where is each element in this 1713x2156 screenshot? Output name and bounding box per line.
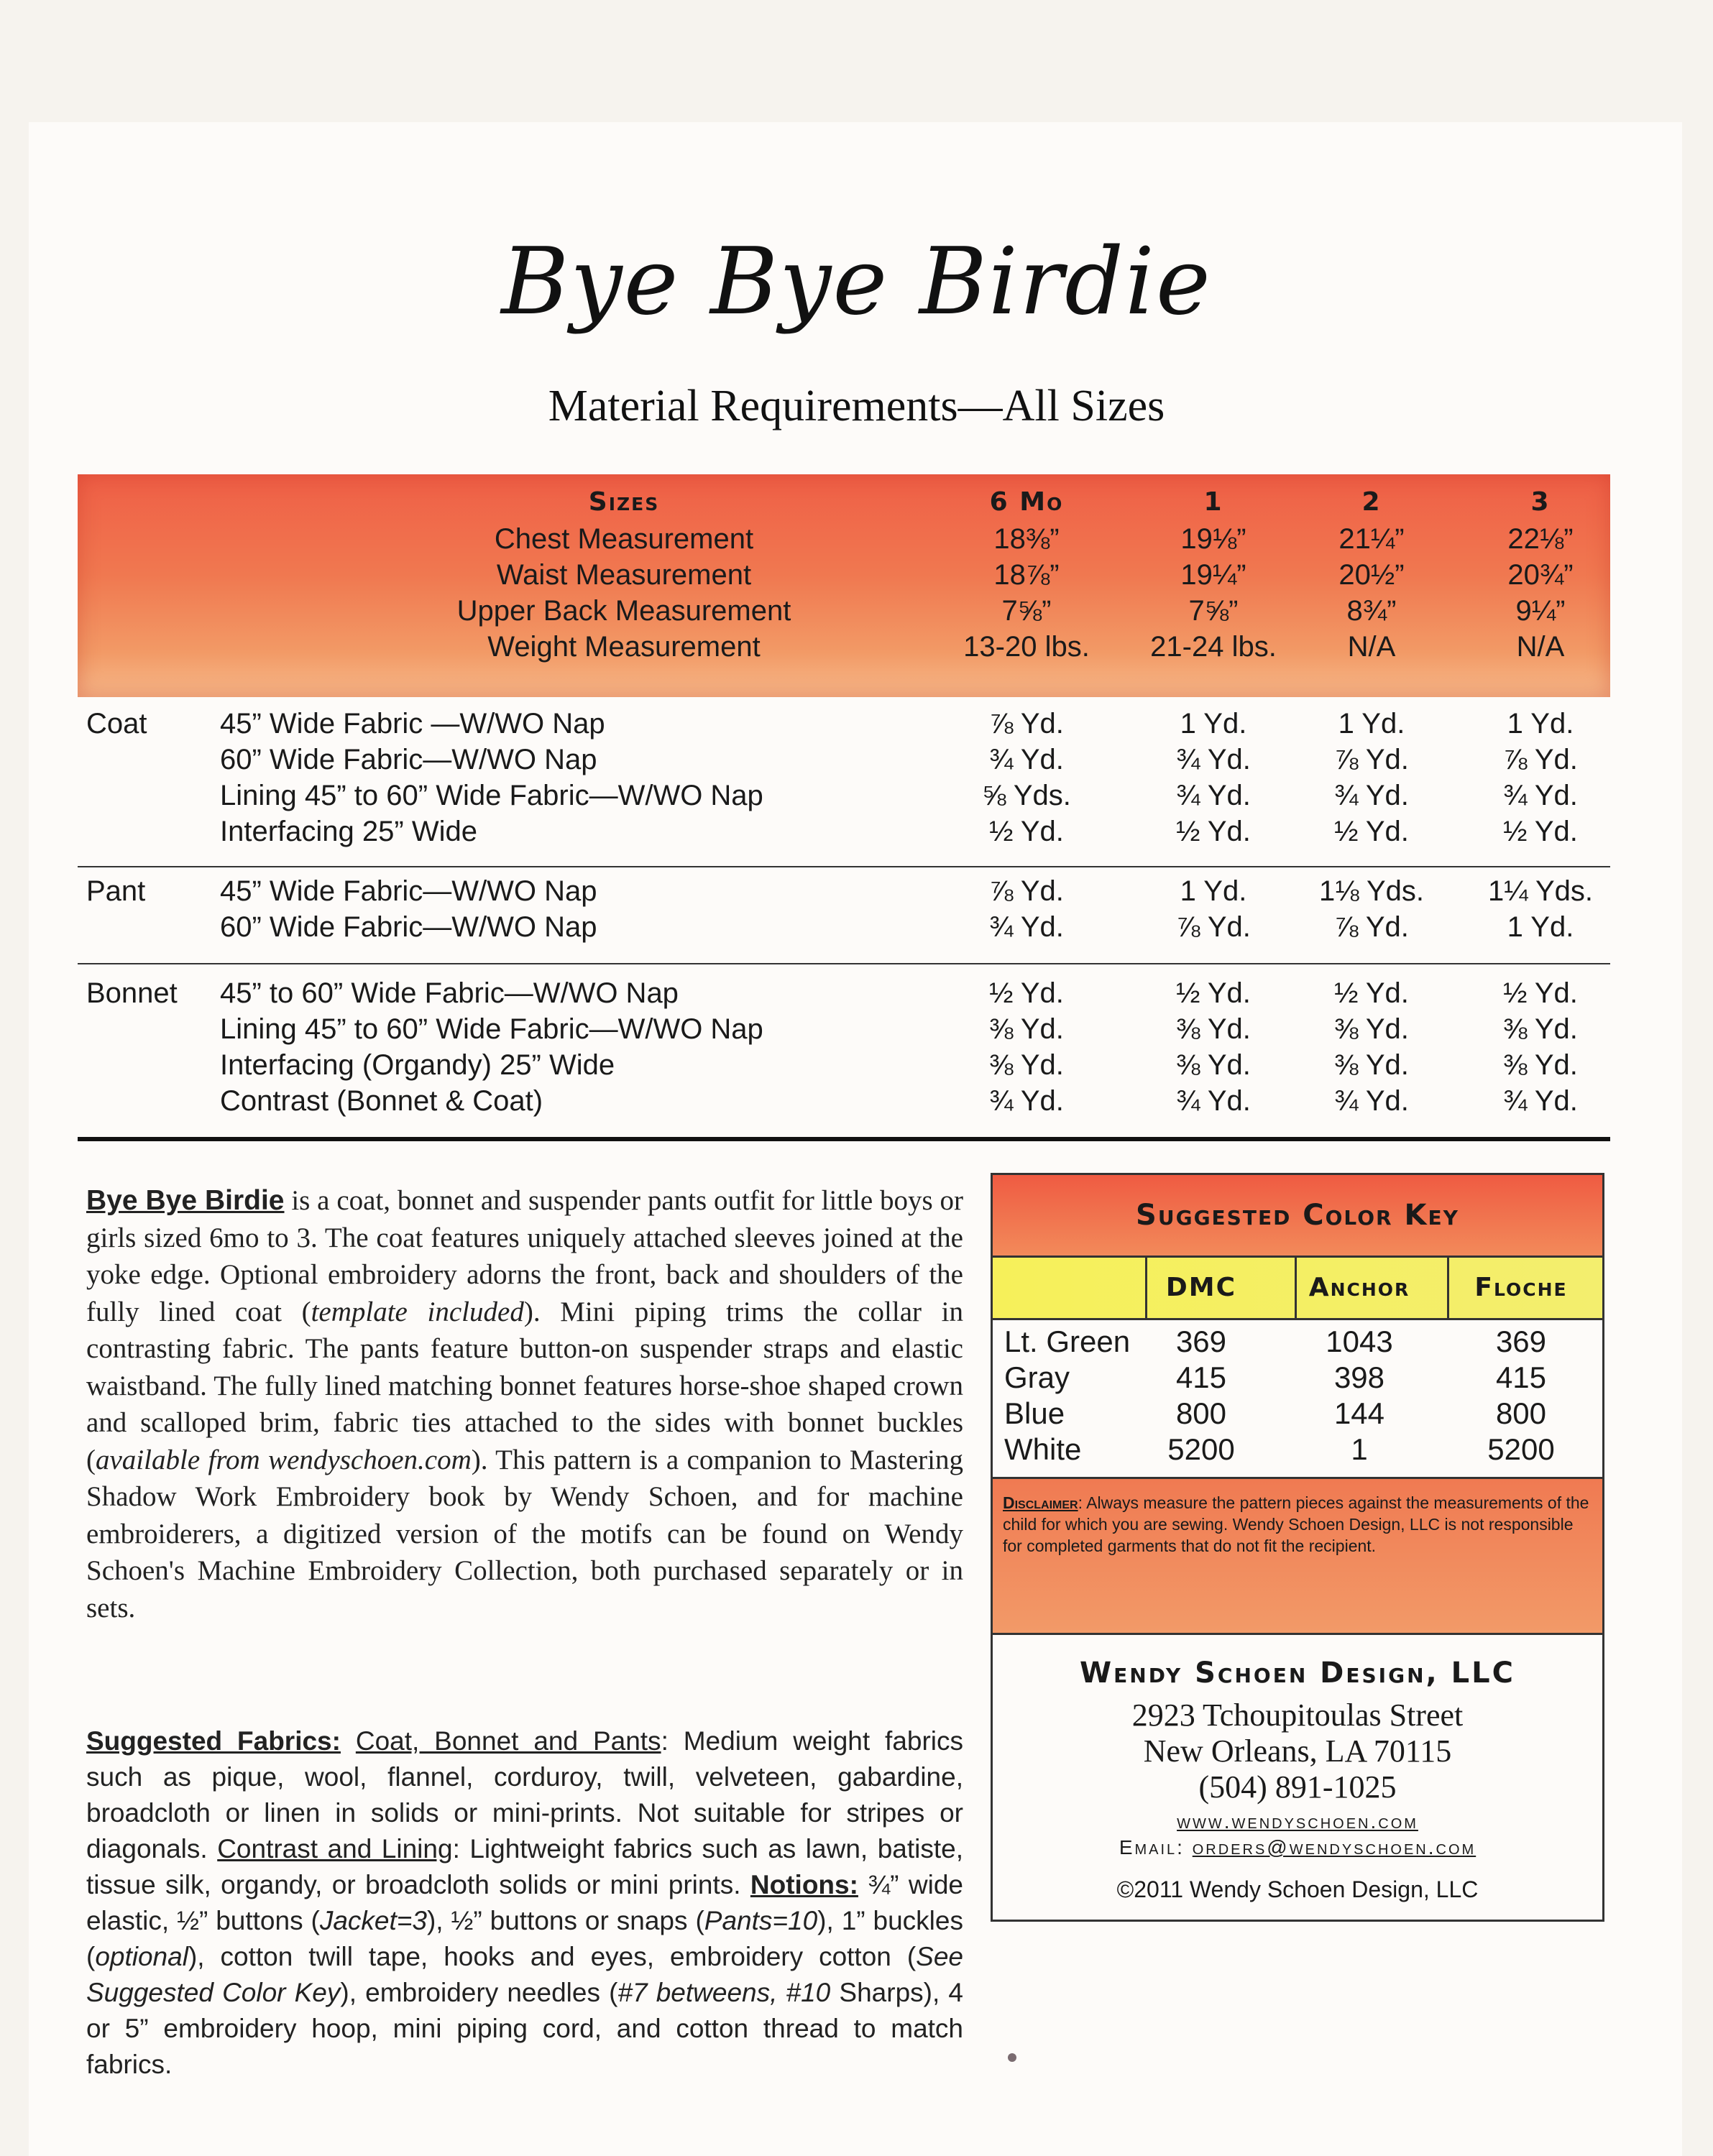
bonnet-section	[78, 977, 1610, 1121]
coat-section	[78, 708, 1610, 852]
email-label: Email:	[1119, 1836, 1193, 1858]
color-code: 800	[1495, 1396, 1547, 1430]
fabrics-text: : Lightweight fabrics such as lawn, batiste, tissue silk, organdy, or broadcloth solids or mini prints.	[86, 1834, 963, 1899]
item-label: Lining 45” to 60” Wide Fabric—W/WO Nap	[220, 1013, 763, 1045]
item-label: 45” Wide Fabric —W/WO Nap	[220, 708, 605, 740]
company-email-link[interactable]: orders@wendyschoen.com	[1192, 1836, 1477, 1858]
measurement-label: Chest Measurement	[494, 523, 754, 555]
yardage: 1 Yd.	[1180, 708, 1247, 740]
table-row	[78, 1013, 1610, 1049]
measurement-value: 18⅜”	[993, 523, 1060, 555]
ink-speck	[1008, 2053, 1016, 2062]
item-label: Lining 45” to 60” Wide Fabric—W/WO Nap	[220, 780, 763, 811]
yardage: 1⅛ Yds.	[1318, 875, 1425, 907]
pattern-name: Bye Bye Birdie	[86, 1185, 285, 1216]
yardage: ⅜ Yd.	[1503, 1013, 1578, 1045]
yardage: ⅝ Yds.	[982, 780, 1071, 811]
measurement-value: 19¼”	[1180, 559, 1246, 591]
item-label: Interfacing (Organdy) 25” Wide	[220, 1049, 615, 1081]
yardage: ½ Yd.	[1334, 977, 1409, 1009]
item-label: Contrast (Bonnet & Coat)	[220, 1085, 543, 1117]
item-label: Interfacing 25” Wide	[220, 816, 477, 847]
yardage: ⅜ Yd.	[1176, 1013, 1251, 1045]
company-street: 2923 Tchoupitoulas Street	[1131, 1697, 1464, 1733]
yardage: ½ Yd.	[989, 816, 1064, 847]
yardage: ⅜ Yd.	[1334, 1049, 1409, 1081]
color-name: Gray	[1004, 1360, 1070, 1394]
yardage: ½ Yd.	[1334, 816, 1409, 847]
col-anchor: Anchor	[1308, 1273, 1410, 1302]
yardage: 1¼ Yds.	[1487, 875, 1594, 907]
yardage: ⅞ Yd.	[1176, 911, 1251, 943]
color-key-box	[991, 1173, 1604, 1922]
color-code: 5200	[1487, 1432, 1555, 1466]
fabrics-text: : Medium weight fabrics such as pique, wool, flannel, corduroy, twill, velveteen, gabardine, broadcloth or linen in solids or mini-prints. Not suitable for stripes or diagonals.	[86, 1726, 964, 1864]
yardage: ¾ Yd.	[1503, 1085, 1578, 1117]
description-text: is a coat, bonnet and suspender pants outfit for little boys or girls sized 6mo to 3. The coat features uniquely attached sleeves joined at the yoke edge. Optional embroidery adorns the front, back and shoulders of the fully lined coat (	[86, 1185, 963, 1327]
fabrics-note: Pants=10	[704, 1906, 818, 1935]
description-note: available from wendyschoen.com	[96, 1444, 472, 1475]
size-3: 3	[1530, 487, 1551, 517]
table-row	[78, 977, 1610, 1013]
column-divider	[1447, 1256, 1449, 1320]
measurement-row	[78, 559, 1610, 595]
fabrics-note: See Suggested Color Key	[86, 1942, 963, 2007]
yardage: ½ Yd.	[1176, 977, 1251, 1009]
item-label: 60” Wide Fabric—W/WO Nap	[220, 911, 597, 943]
color-code: 1043	[1326, 1325, 1393, 1358]
yardage: ¾ Yd.	[989, 1085, 1064, 1117]
table-row	[78, 911, 1610, 947]
color-row	[993, 1396, 1602, 1432]
yardage: ¾ Yd.	[1176, 780, 1251, 811]
table-row	[78, 708, 1610, 744]
fabrics-text: ), embroidery needles (	[340, 1978, 618, 2007]
color-code: 369	[1175, 1325, 1227, 1358]
disclaimer-text: : Always measure the pattern pieces against the measurements of the child for which you are sewing. Wendy Schoen Design, LLC is not responsible for completed garments that do not fit the recipient.	[1003, 1493, 1589, 1555]
fabrics-text: Sharps), 4 or 5” embroidery hoop, mini piping cord, and cotton thread to match fabrics.	[86, 1978, 963, 2079]
color-code: 415	[1495, 1360, 1547, 1394]
yardage: ¾ Yd.	[1334, 780, 1409, 811]
fabrics-text: ), ½” buttons or snaps (	[426, 1906, 704, 1935]
section-divider	[78, 866, 1610, 867]
color-code: 415	[1175, 1360, 1227, 1394]
description-text: ). Mini piping trims the collar in contrasting fabric. The pants feature button-on suspender straps and elastic waistband. The fully lined matching bonnet features horse-shoe shaped crown and scalloped brim, fabric ties attached to the sides with bonnet buckles (	[86, 1296, 963, 1475]
color-key-header	[993, 1256, 1602, 1320]
section-divider	[78, 963, 1610, 964]
company-name: Wendy Schoen Design, LLC	[1080, 1657, 1515, 1690]
yardage: ⅞ Yd.	[989, 708, 1064, 740]
color-code: 398	[1333, 1360, 1385, 1394]
suggested-fabrics	[86, 1723, 963, 2083]
color-key-title: Suggested Color Key	[993, 1175, 1602, 1256]
size-1: 1	[1203, 487, 1223, 517]
color-code: 144	[1333, 1396, 1385, 1430]
measurement-value: N/A	[1516, 631, 1565, 663]
color-code: 5200	[1167, 1432, 1235, 1466]
measurement-row	[78, 631, 1610, 667]
measurement-label: Waist Measurement	[496, 559, 752, 591]
size-6mo: 6 Mo	[989, 487, 1064, 517]
color-code: 800	[1175, 1396, 1227, 1430]
table-bottom-rule	[78, 1137, 1610, 1141]
measurement-value: 8¾”	[1346, 595, 1397, 627]
yardage: ¾ Yd.	[989, 744, 1064, 775]
yardage: 1 Yd.	[1507, 911, 1574, 943]
table-row	[78, 744, 1610, 780]
column-divider	[1145, 1256, 1147, 1320]
measurement-value: 21-24 lbs.	[1150, 631, 1277, 663]
color-code: 369	[1495, 1325, 1547, 1358]
yardage: ¾ Yd.	[989, 911, 1064, 943]
group-label-bonnet: Bonnet	[86, 977, 178, 1009]
company-website-link[interactable]: www.wendyschoen.com	[1177, 1810, 1418, 1833]
fabrics-subhead: Coat, Bonnet and Pants	[355, 1726, 661, 1756]
color-name: White	[1004, 1432, 1082, 1466]
measurement-value: 7⅝”	[1001, 595, 1052, 627]
measurement-value: N/A	[1347, 631, 1396, 663]
measurement-value: 22⅛”	[1507, 523, 1574, 555]
yardage: ⅞ Yd.	[989, 875, 1064, 907]
yardage: ½ Yd.	[1503, 816, 1578, 847]
measurement-value: 21¼”	[1338, 523, 1405, 555]
fabrics-text: ), 1” buckles (	[86, 1906, 963, 1971]
page-subtitle: Material Requirements—All Sizes	[548, 382, 1165, 430]
yardage: ¾ Yd.	[1176, 1085, 1251, 1117]
table-row	[78, 780, 1610, 816]
item-label: 45” to 60” Wide Fabric—W/WO Nap	[220, 977, 679, 1009]
disclaimer	[993, 1477, 1602, 1635]
sizes-row	[78, 487, 1610, 523]
fabrics-note: Jacket=3	[319, 1906, 427, 1935]
yardage: 1 Yd.	[1180, 875, 1247, 907]
fabrics-label: Suggested Fabrics:	[86, 1726, 341, 1756]
yardage: ⅜ Yd.	[1334, 1013, 1409, 1045]
sizes-header-band	[78, 474, 1610, 697]
fabrics-text: ), cotton twill tape, hooks and eyes, embroidery cotton (	[188, 1942, 917, 1971]
yardage: ⅞ Yd.	[1503, 744, 1578, 775]
table-row	[78, 816, 1610, 852]
measurement-label: Weight Measurement	[487, 631, 761, 663]
yardage: ⅜ Yd.	[1503, 1049, 1578, 1081]
pant-section	[78, 875, 1610, 947]
col-dmc: DMC	[1165, 1273, 1237, 1302]
company-phone: (504) 891-1025	[1198, 1769, 1397, 1805]
measurement-value: 18⅞”	[993, 559, 1060, 591]
measurement-value: 20¾”	[1507, 559, 1574, 591]
measurement-value: 9¼”	[1515, 595, 1566, 627]
yardage: ⅜ Yd.	[989, 1049, 1064, 1081]
page-title: Bye Bye Birdie	[501, 229, 1212, 336]
yardage: ¾ Yd.	[1176, 744, 1251, 775]
color-row	[993, 1360, 1602, 1396]
measurement-row	[78, 523, 1610, 559]
table-row	[78, 1085, 1610, 1121]
description-note: template included	[311, 1296, 524, 1327]
description-text: ). This pattern is a companion to Mastering Shadow Work Embroidery book by Wendy Schoen, and for machine embroiderers, a digitized version of the motifs can be found on Wendy Schoen's Machine Embroidery Collection, both purchased separately or in sets.	[86, 1444, 963, 1623]
color-name: Blue	[1004, 1396, 1065, 1430]
item-label: 60” Wide Fabric—W/WO Nap	[220, 744, 597, 775]
company-city: New Orleans, LA 70115	[1143, 1733, 1452, 1769]
fabrics-note: #7 betweens, #10	[617, 1978, 831, 2007]
yardage: ⅜ Yd.	[1176, 1049, 1251, 1081]
yardage: 1 Yd.	[1507, 708, 1574, 740]
color-row	[993, 1432, 1602, 1468]
measurement-label: Upper Back Measurement	[456, 595, 791, 627]
yardage: ⅞ Yd.	[1334, 744, 1409, 775]
fabrics-text: ¾” wide elastic, ½” buttons (	[86, 1870, 963, 1935]
group-label-pant: Pant	[86, 875, 146, 907]
notions-label: Notions:	[750, 1870, 858, 1899]
sizes-label: Sizes	[588, 487, 660, 517]
yardage: ⅜ Yd.	[989, 1013, 1064, 1045]
color-row	[993, 1325, 1602, 1360]
yardage: ½ Yd.	[1176, 816, 1251, 847]
color-code: 1	[1351, 1432, 1368, 1466]
group-label-coat: Coat	[86, 708, 147, 740]
column-divider	[1295, 1256, 1297, 1320]
measurement-row	[78, 595, 1610, 631]
pattern-description	[86, 1182, 963, 1626]
disclaimer-label: Disclaimer	[1003, 1493, 1078, 1512]
table-row	[78, 875, 1610, 911]
table-row	[78, 1049, 1610, 1085]
yardage: ⅞ Yd.	[1334, 911, 1409, 943]
measurement-value: 19⅛”	[1180, 523, 1246, 555]
company-email	[993, 1836, 1602, 1859]
yardage: ¾ Yd.	[1334, 1085, 1409, 1117]
color-name: Lt. Green	[1004, 1325, 1131, 1358]
fabrics-note: optional	[95, 1942, 188, 1971]
size-2: 2	[1361, 487, 1382, 517]
yardage: ½ Yd.	[1503, 977, 1578, 1009]
measurement-value: 13-20 lbs.	[963, 631, 1090, 663]
item-label: 45” Wide Fabric—W/WO Nap	[220, 875, 597, 907]
fabrics-subhead: Contrast and Lining	[217, 1834, 453, 1864]
copyright: ©2011 Wendy Schoen Design, LLC	[1116, 1876, 1479, 1902]
measurement-value: 20½”	[1338, 559, 1405, 591]
measurement-value: 7⅝”	[1188, 595, 1239, 627]
yardage: 1 Yd.	[1338, 708, 1405, 740]
yardage: ½ Yd.	[989, 977, 1064, 1009]
yardage: ¾ Yd.	[1503, 780, 1578, 811]
col-floche: Floche	[1474, 1273, 1568, 1302]
